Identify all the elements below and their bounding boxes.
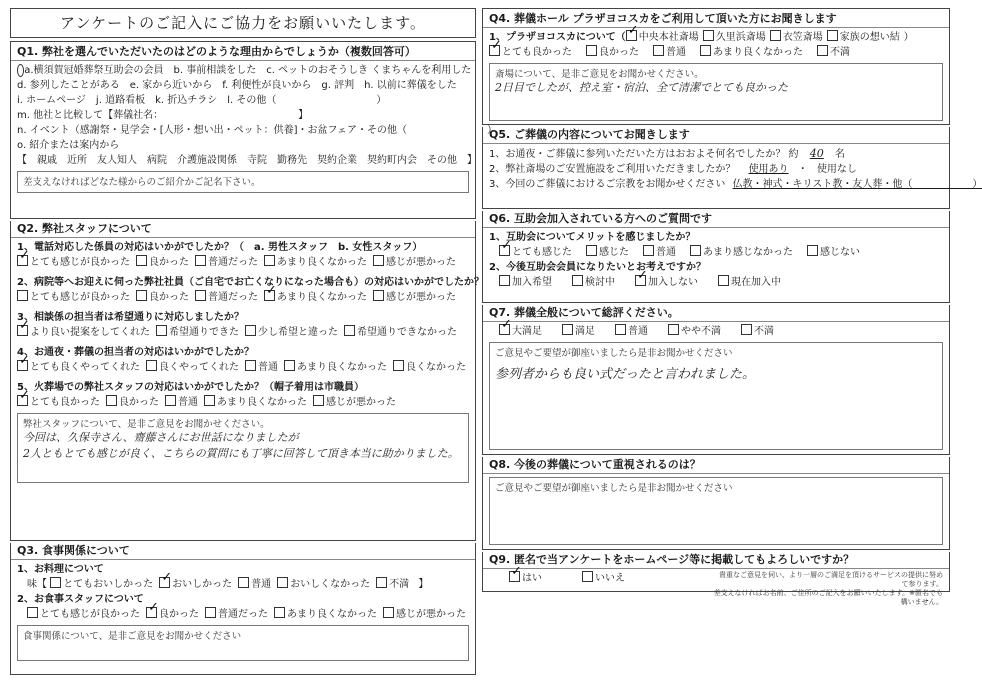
q9-checkbox-2[interactable]: [582, 571, 593, 582]
q1-line-3: i. ホームページ j. 道路看板 k. 折込チラシ l. その他（ ）: [17, 95, 387, 106]
q1-referral-placeholder: 差支えなければどなた様からのご紹介かご記名下さい。: [23, 177, 261, 188]
q4-option-4[interactable]: [700, 45, 803, 60]
q6-options-2: [489, 275, 943, 290]
q2-5-option-4[interactable]: [204, 395, 307, 410]
q1-line-5: n. イベント（感謝祭・見学会・[人形・想い出・ペット：供養]・お盆フェア・その他（ ）: [17, 125, 497, 136]
q7-options: [489, 324, 943, 339]
q3-comment-box[interactable]: [17, 625, 469, 661]
q3-taste-checkbox-4[interactable]: [277, 577, 288, 588]
q6-2-option-3[interactable]: [635, 275, 698, 290]
q2-2-option-5[interactable]: [373, 290, 456, 305]
q2-1-option-label-5: 感じが悪かった: [386, 257, 456, 268]
q9-section: [482, 552, 950, 606]
q6-2-option-label-4: 現在加入中: [731, 277, 781, 288]
q2-2-option-label-4: あまり良くなかった: [277, 292, 367, 303]
q8-comment-placeholder: ご意見やご要望が御座いましたら是非お聞かせください: [495, 483, 733, 494]
q4-section: [482, 8, 950, 125]
q3-taste-option-2[interactable]: [159, 577, 232, 592]
q2-2-checkbox-2[interactable]: [136, 290, 147, 301]
q7-option-5[interactable]: [741, 324, 774, 339]
q6-2-option-4[interactable]: [718, 275, 781, 290]
q9-option-label-2: いいえ: [595, 573, 625, 584]
q3-taste-option-1[interactable]: [50, 577, 153, 592]
q3-sub2: 2、お食事スタッフについて: [17, 594, 144, 605]
q1-line-6: o. 紹介または案内から: [17, 140, 120, 151]
q3-sub1: 1、お料理について: [17, 564, 104, 575]
q2-1-option-2[interactable]: [136, 255, 189, 270]
q2-1-option-1[interactable]: [17, 255, 130, 270]
right-column: [482, 8, 982, 606]
q2-question-2: 2、病院等へお迎えに伺った弊社社員（ご自宅でお亡くなりになった場合も）の対応はいかがでしたか？: [17, 277, 484, 288]
left-column: [10, 8, 497, 675]
q7-option-label-5: 不満: [754, 326, 774, 337]
q2-3-checkbox-3[interactable]: [245, 325, 256, 336]
q4-venue-option-label-4: 家族の想い結: [839, 32, 900, 43]
q2-handwritten-1: 今回は、久保寺さん、齋藤さんにお世話になりましたが: [23, 431, 299, 444]
q2-1-checkbox-3[interactable]: [195, 255, 206, 266]
q6-2-option-label-1: 加入希望: [512, 277, 552, 288]
q3-taste-option-4[interactable]: [277, 577, 370, 592]
q3-staff-option-4[interactable]: [274, 607, 377, 622]
q2-2-checkbox-3[interactable]: [195, 290, 206, 301]
q5-facility-no: 使用なし: [816, 164, 857, 175]
q7-checkbox-3[interactable]: [615, 324, 626, 335]
q6-1-option-2[interactable]: [586, 245, 629, 260]
q7-option-2[interactable]: [562, 324, 595, 339]
q1-referral-box[interactable]: [17, 171, 469, 193]
q3-taste-option-label-4: おいしくなかった: [290, 579, 371, 590]
q4-options-row: [489, 45, 943, 60]
q2-4-option-label-4: あまり良くなかった: [297, 362, 387, 373]
q7-checkbox-5[interactable]: [741, 324, 752, 335]
q2-4-checkbox-3[interactable]: [245, 360, 256, 371]
q4-venue-option-2[interactable]: [703, 30, 766, 45]
q3-staff-option-5[interactable]: [383, 607, 466, 622]
q4-checkbox-1[interactable]: [489, 45, 500, 56]
q3-staff-option-1[interactable]: [27, 607, 140, 622]
q3-taste-checkbox-2[interactable]: [159, 577, 170, 588]
q6-1-option-1[interactable]: [499, 245, 572, 260]
q2-1-checkbox-5[interactable]: [373, 255, 384, 266]
q4-option-5[interactable]: [817, 45, 850, 60]
q3-taste-option-label-1: とてもおいしかった: [63, 579, 154, 590]
q3-staff-checkbox-5[interactable]: [383, 607, 394, 618]
q4-comment-placeholder: 斎場について、是非ご意見をお聞かせください。: [495, 69, 704, 80]
q4-comment-box[interactable]: [489, 63, 943, 121]
q8-heading: Q8. 今後の葬儀について重視されるのは？: [483, 457, 949, 474]
q9-note-2: 差支えなければお名前、ご住所のご記入をお願いいたします。※匿名でも構いません。: [713, 589, 943, 606]
q2-options-2: [17, 290, 469, 305]
q2-2-option-3[interactable]: [195, 290, 258, 305]
q2-5-option-1[interactable]: [17, 395, 100, 410]
q3-taste-option-label-3: 普通: [251, 579, 272, 590]
q2-3-checkbox-1[interactable]: [17, 325, 28, 336]
q5-heading: Q5. ご葬儀の内容についてお聞きします: [483, 127, 949, 144]
q4-option-label-5: 不満: [830, 47, 850, 58]
q7-option-3[interactable]: [615, 324, 648, 339]
q2-2-option-label-3: 普通だった: [208, 292, 258, 303]
q4-option-label-2: 良かった: [599, 47, 639, 58]
q5-facility-yes: 使用あり: [748, 164, 789, 175]
q8-comment-box[interactable]: [489, 477, 943, 545]
q2-2-checkbox-1[interactable]: [17, 290, 28, 301]
q2-5-checkbox-3[interactable]: [165, 395, 176, 406]
q6-2-option-label-3: 加入しない: [648, 277, 698, 288]
q9-option-label-1: はい: [522, 573, 542, 584]
q2-1-checkbox-1[interactable]: [17, 255, 28, 266]
q4-option-2[interactable]: [586, 45, 639, 60]
q5-line-3: 3、今回のご葬儀におけるご宗教をお聞かせください 仏教・神式・キリスト教・友人葬・他（ ）: [489, 179, 982, 190]
q5-section: [482, 127, 982, 209]
q3-staff-option-label-1: とても感じが良かった: [40, 609, 140, 620]
q2-1-option-label-2: 良かった: [149, 257, 189, 268]
q4-option-3[interactable]: [653, 45, 686, 60]
page-title: アンケートのご記入にご協力をお願いいたします。: [10, 8, 476, 38]
q6-1-checkbox-3[interactable]: [643, 245, 654, 256]
q7-option-label-4: やや不満: [681, 326, 721, 337]
q2-3-option-2[interactable]: [156, 325, 239, 340]
q2-3-option-label-2: 希望通りできた: [169, 327, 239, 338]
q2-question-3: 3、相談係の担当者は希望通りに対応しましたか？: [17, 312, 244, 323]
q9-checkbox-1[interactable]: [509, 571, 520, 582]
q3-staff-row: [17, 607, 469, 622]
q1-line-7: 【 親戚 近所 友人知人 病院 介護施設関係 寺院 勤務先 契約企業 契約町内会 その他 】: [17, 155, 477, 166]
q4-venue-option-4[interactable]: [827, 30, 900, 45]
q6-1-checkbox-1[interactable]: [499, 245, 510, 256]
q4-handwritten: 2日目でしたが、控え室・宿泊、全て清潔でとても良かった: [495, 81, 788, 94]
q1-section: [10, 41, 497, 219]
q2-2-checkbox-4[interactable]: [264, 290, 275, 301]
q2-options-1: [17, 255, 469, 270]
q4-venue-option-label-1: 中央本社斎場: [638, 32, 699, 43]
q2-3-option-1[interactable]: [17, 325, 150, 340]
q2-4-checkbox-1[interactable]: [17, 360, 28, 371]
q3-taste-option-label-2: おいしかった: [172, 579, 233, 590]
q4-option-label-1: とても良かった: [502, 47, 572, 58]
q7-comment-placeholder: ご意見やご要望が御座いましたら是非お聞かせください: [495, 348, 733, 359]
q7-handwritten: 参列者からも良い式だったと言われました。: [495, 367, 756, 382]
q2-3-option-3[interactable]: [245, 325, 338, 340]
q4-checkbox-3[interactable]: [653, 45, 664, 56]
q2-1-option-5[interactable]: [373, 255, 456, 270]
q2-5-option-label-3: 普通: [178, 397, 198, 408]
q4-checkbox-4[interactable]: [700, 45, 711, 56]
q6-1-option-label-3: 普通: [656, 247, 676, 258]
q4-sub-label: 1、プラザヨコスカについて（: [489, 32, 626, 43]
q2-4-option-2[interactable]: [146, 360, 239, 375]
q2-5-checkbox-2[interactable]: [106, 395, 117, 406]
q6-2-checkbox-1[interactable]: [499, 275, 510, 286]
q2-2-option-4[interactable]: [264, 290, 367, 305]
q7-checkbox-4[interactable]: [668, 324, 679, 335]
q3-taste-option-label-5: 不満: [389, 579, 410, 590]
q2-3-checkbox-2[interactable]: [156, 325, 167, 336]
q3-staff-option-label-5: 感じが悪かった: [396, 609, 466, 620]
q2-1-option-label-3: 普通だった: [208, 257, 258, 268]
q7-section: [482, 305, 950, 455]
q8-section: [482, 457, 950, 550]
q2-4-checkbox-2[interactable]: [146, 360, 157, 371]
q6-options-1: [489, 245, 943, 260]
q6-1-option-4[interactable]: [690, 245, 793, 260]
q3-staff-option-label-3: 普通だった: [218, 609, 268, 620]
q5-line-2: 2、弊社斎場のご安置施設をご利用いただきましたか？ 使用あり ・ 使用なし: [489, 164, 857, 175]
q2-4-option-1[interactable]: [17, 360, 140, 375]
q6-1-checkbox-4[interactable]: [690, 245, 701, 256]
q2-options-4: [17, 360, 469, 375]
q2-handwritten-2: 2人ともとても感じが良く、こちらの質問にも丁寧に回答して頂き本当に助かりました。: [23, 447, 459, 460]
q2-question-1: 1、電話対応した係員の対応はいかがでしたか？（ a. 男性スタッフ b. 女性スタッフ）: [17, 242, 423, 253]
q5-attendee-count: 40: [809, 147, 824, 160]
q2-section: [10, 221, 484, 541]
q7-comment-box[interactable]: [489, 342, 943, 450]
q4-venue-checkbox-3[interactable]: [770, 30, 781, 41]
q7-heading: Q7. 葬儀全般について総評ください。: [483, 305, 949, 322]
q3-staff-checkbox-2[interactable]: [146, 607, 157, 618]
q2-1-checkbox-2[interactable]: [136, 255, 147, 266]
q4-option-label-4: あまり良くなかった: [713, 47, 803, 58]
q2-3-option-4[interactable]: [344, 325, 457, 340]
q4-option-label-3: 普通: [666, 47, 686, 58]
q6-2-checkbox-3[interactable]: [635, 275, 646, 286]
q2-1-option-label-1: とても感じが良かった: [30, 257, 130, 268]
q2-question-4: 4、お通夜・葬儀の担当者の対応はいかがでしたか？: [17, 347, 254, 358]
q4-venue-checkbox-2[interactable]: [703, 30, 714, 41]
q2-4-checkbox-4[interactable]: [284, 360, 295, 371]
q9-option-1[interactable]: [509, 571, 542, 586]
q2-3-option-label-4: 希望通りできなかった: [357, 327, 457, 338]
q3-taste-row: 味【 とてもおいしかった✓ おいしかった 普通 おいしくなかった 不満 】: [17, 577, 469, 592]
q1-line-1: a.横須賀冠婚葬祭互助会の会員 b. 事前相談をした c. ペットのおそうしき くまちゃんを利用した: [17, 63, 469, 78]
q2-options-3: [17, 325, 469, 340]
q3-taste-checkbox-1[interactable]: [50, 577, 61, 588]
q6-2-checkbox-4[interactable]: [718, 275, 729, 286]
q6-2-option-1[interactable]: [499, 275, 552, 290]
q6-1-option-label-2: 感じた: [599, 247, 629, 258]
q6-2-option-label-2: 検討中: [585, 277, 615, 288]
q2-4-checkbox-5[interactable]: [393, 360, 404, 371]
q2-2-option-label-5: 感じが悪かった: [386, 292, 456, 303]
q3-section: [10, 543, 476, 675]
q7-option-label-1: 大満足: [512, 326, 542, 337]
q2-5-option-label-2: 良かった: [119, 397, 159, 408]
q9-heading: Q9. 匿名で当アンケートをホームページ等に掲載してもよろしいですか？: [483, 552, 949, 569]
q2-4-option-3[interactable]: [245, 360, 278, 375]
q6-sub1: 1、互助会についてメリットを感じましたか？: [489, 232, 696, 243]
q7-option-1[interactable]: [499, 324, 542, 339]
q3-staff-checkbox-4[interactable]: [274, 607, 285, 618]
q4-checkbox-2[interactable]: [586, 45, 597, 56]
q6-1-option-label-4: あまり感じなかった: [703, 247, 793, 258]
q4-venue-option-3[interactable]: [770, 30, 823, 45]
q7-checkbox-2[interactable]: [562, 324, 573, 335]
q3-taste-checkbox-5[interactable]: [376, 577, 387, 588]
q3-staff-checkbox-3[interactable]: [205, 607, 216, 618]
q1-heading: Q1. 弊社を選んでいただいたのはどのような理由からでしょうか（複数回答可）: [11, 44, 475, 61]
q2-1-option-3[interactable]: [195, 255, 258, 270]
q6-1-option-3[interactable]: [643, 245, 676, 260]
q6-1-option-label-5: 感じない: [820, 247, 860, 258]
q3-staff-option-label-4: あまり良くなかった: [287, 609, 377, 620]
q4-venue-row: [489, 30, 943, 45]
q6-heading: Q6. 互助会加入されている方へのご質問です: [483, 211, 949, 228]
q2-4-option-label-3: 普通: [258, 362, 278, 373]
q2-items: [17, 240, 484, 410]
q9-note-1: 貴重なご意見を伺い、より一層のご満足を頂けるサービスの提供に努めて参ります。: [719, 571, 943, 588]
q4-option-1[interactable]: [489, 45, 572, 60]
q1-line-2: d. 参列したことがある e. 家から近いから f. 利便性が良いから g. 評判 h. 以前に葬儀をした: [17, 80, 457, 91]
q3-staff-option-label-2: 良かった: [159, 609, 199, 620]
q3-taste-option-5[interactable]: [376, 577, 409, 592]
q3-staff-checkbox-1[interactable]: [27, 607, 38, 618]
q2-2-option-label-1: とても感じが良かった: [30, 292, 130, 303]
q2-2-checkbox-5[interactable]: [373, 290, 384, 301]
q2-3-option-label-3: 少し希望と違った: [258, 327, 338, 338]
q9-row: [489, 571, 943, 607]
q2-5-option-label-5: 感じが悪かった: [326, 397, 396, 408]
q6-sub2: 2、今後互助会会員になりたいとお考えですか？: [489, 262, 706, 273]
q2-5-checkbox-4[interactable]: [204, 395, 215, 406]
q6-1-option-label-1: とても感じた: [512, 247, 572, 258]
q2-2-option-label-2: 良かった: [149, 292, 189, 303]
q6-2-checkbox-2[interactable]: [572, 275, 583, 286]
q9-notes: [713, 571, 943, 607]
q4-heading: Q4. 葬儀ホール プラザヨコスカをご利用して頂いた方にお聞きします: [483, 11, 949, 28]
q3-comment-placeholder: 食事関係について、是非ご意見をお聞かせください: [23, 631, 242, 642]
q2-2-option-1[interactable]: [17, 290, 130, 305]
q9-option-2[interactable]: [582, 571, 625, 586]
q5-religion-options: 仏教・神式・キリスト教・友人葬・他（ ）: [732, 179, 982, 190]
q2-5-checkbox-1[interactable]: [17, 395, 28, 406]
q2-question-5: 5、火葬場での弊社スタッフの対応はいかがでしたか？（帽子着用は市職員）: [17, 382, 364, 393]
q4-venue-option-1[interactable]: [626, 30, 699, 45]
q2-1-checkbox-4[interactable]: [264, 255, 275, 266]
q4-sub-end: ）: [903, 32, 914, 43]
q1-line-4: m. 他社と比較して【葬儀社名： 】: [17, 110, 309, 121]
q5-line-1: 1、お通夜・ご葬儀に参列いただいた方はおおよそ何名でしたか？ 約 40 名: [489, 147, 845, 160]
q3-staff-option-3[interactable]: [205, 607, 268, 622]
q6-1-checkbox-2[interactable]: [586, 245, 597, 256]
q7-option-4[interactable]: [668, 324, 721, 339]
q4-checkbox-5[interactable]: [817, 45, 828, 56]
q2-5-option-label-4: あまり良くなかった: [217, 397, 307, 408]
q2-1-option-4[interactable]: [264, 255, 367, 270]
q2-5-option-2[interactable]: [106, 395, 159, 410]
q4-venue-checkbox-4[interactable]: [827, 30, 838, 41]
q2-4-option-label-2: 良くやってくれた: [159, 362, 239, 373]
q2-5-option-5[interactable]: [313, 395, 396, 410]
q3-taste-checkbox-3[interactable]: [238, 577, 249, 588]
q2-heading: Q2. 弊社スタッフについて: [11, 221, 475, 238]
q6-1-checkbox-5[interactable]: [807, 245, 818, 256]
q4-venue-checkbox-1[interactable]: [626, 30, 637, 41]
q2-5-option-3[interactable]: [165, 395, 198, 410]
q3-taste-option-3[interactable]: [238, 577, 271, 592]
q2-options-5: [17, 395, 469, 410]
q3-staff-option-2[interactable]: [146, 607, 199, 622]
q2-comment-placeholder: 弊社スタッフについて、是非ご意見をお聞かせください。: [23, 419, 270, 430]
q4-venue-option-label-2: 久里浜斎場: [715, 32, 766, 43]
q2-1-option-label-4: あまり良くなかった: [277, 257, 367, 268]
q7-checkbox-1[interactable]: [499, 324, 510, 335]
q9-options: [489, 571, 665, 586]
q6-section: [482, 211, 950, 303]
q2-4-option-4[interactable]: [284, 360, 387, 375]
q2-3-checkbox-4[interactable]: [344, 325, 355, 336]
q3-heading: Q3. 食事関係について: [11, 543, 475, 560]
q4-venue-option-label-3: 衣笠斎場: [782, 32, 823, 43]
q2-4-option-5[interactable]: [393, 360, 466, 375]
q6-2-option-2[interactable]: [572, 275, 615, 290]
q2-4-option-label-1: とても良くやってくれた: [30, 362, 140, 373]
q2-4-option-label-5: 良くなかった: [406, 362, 466, 373]
q7-option-label-2: 満足: [575, 326, 595, 337]
q7-option-label-3: 普通: [628, 326, 648, 337]
q2-5-option-label-1: とても良かった: [30, 397, 100, 408]
q2-comment-box[interactable]: [17, 413, 469, 483]
q2-3-option-label-1: より良い提案をしてくれた: [30, 327, 150, 338]
q2-5-checkbox-5[interactable]: [313, 395, 324, 406]
q2-2-option-2[interactable]: [136, 290, 189, 305]
q6-1-option-5[interactable]: [807, 245, 860, 260]
